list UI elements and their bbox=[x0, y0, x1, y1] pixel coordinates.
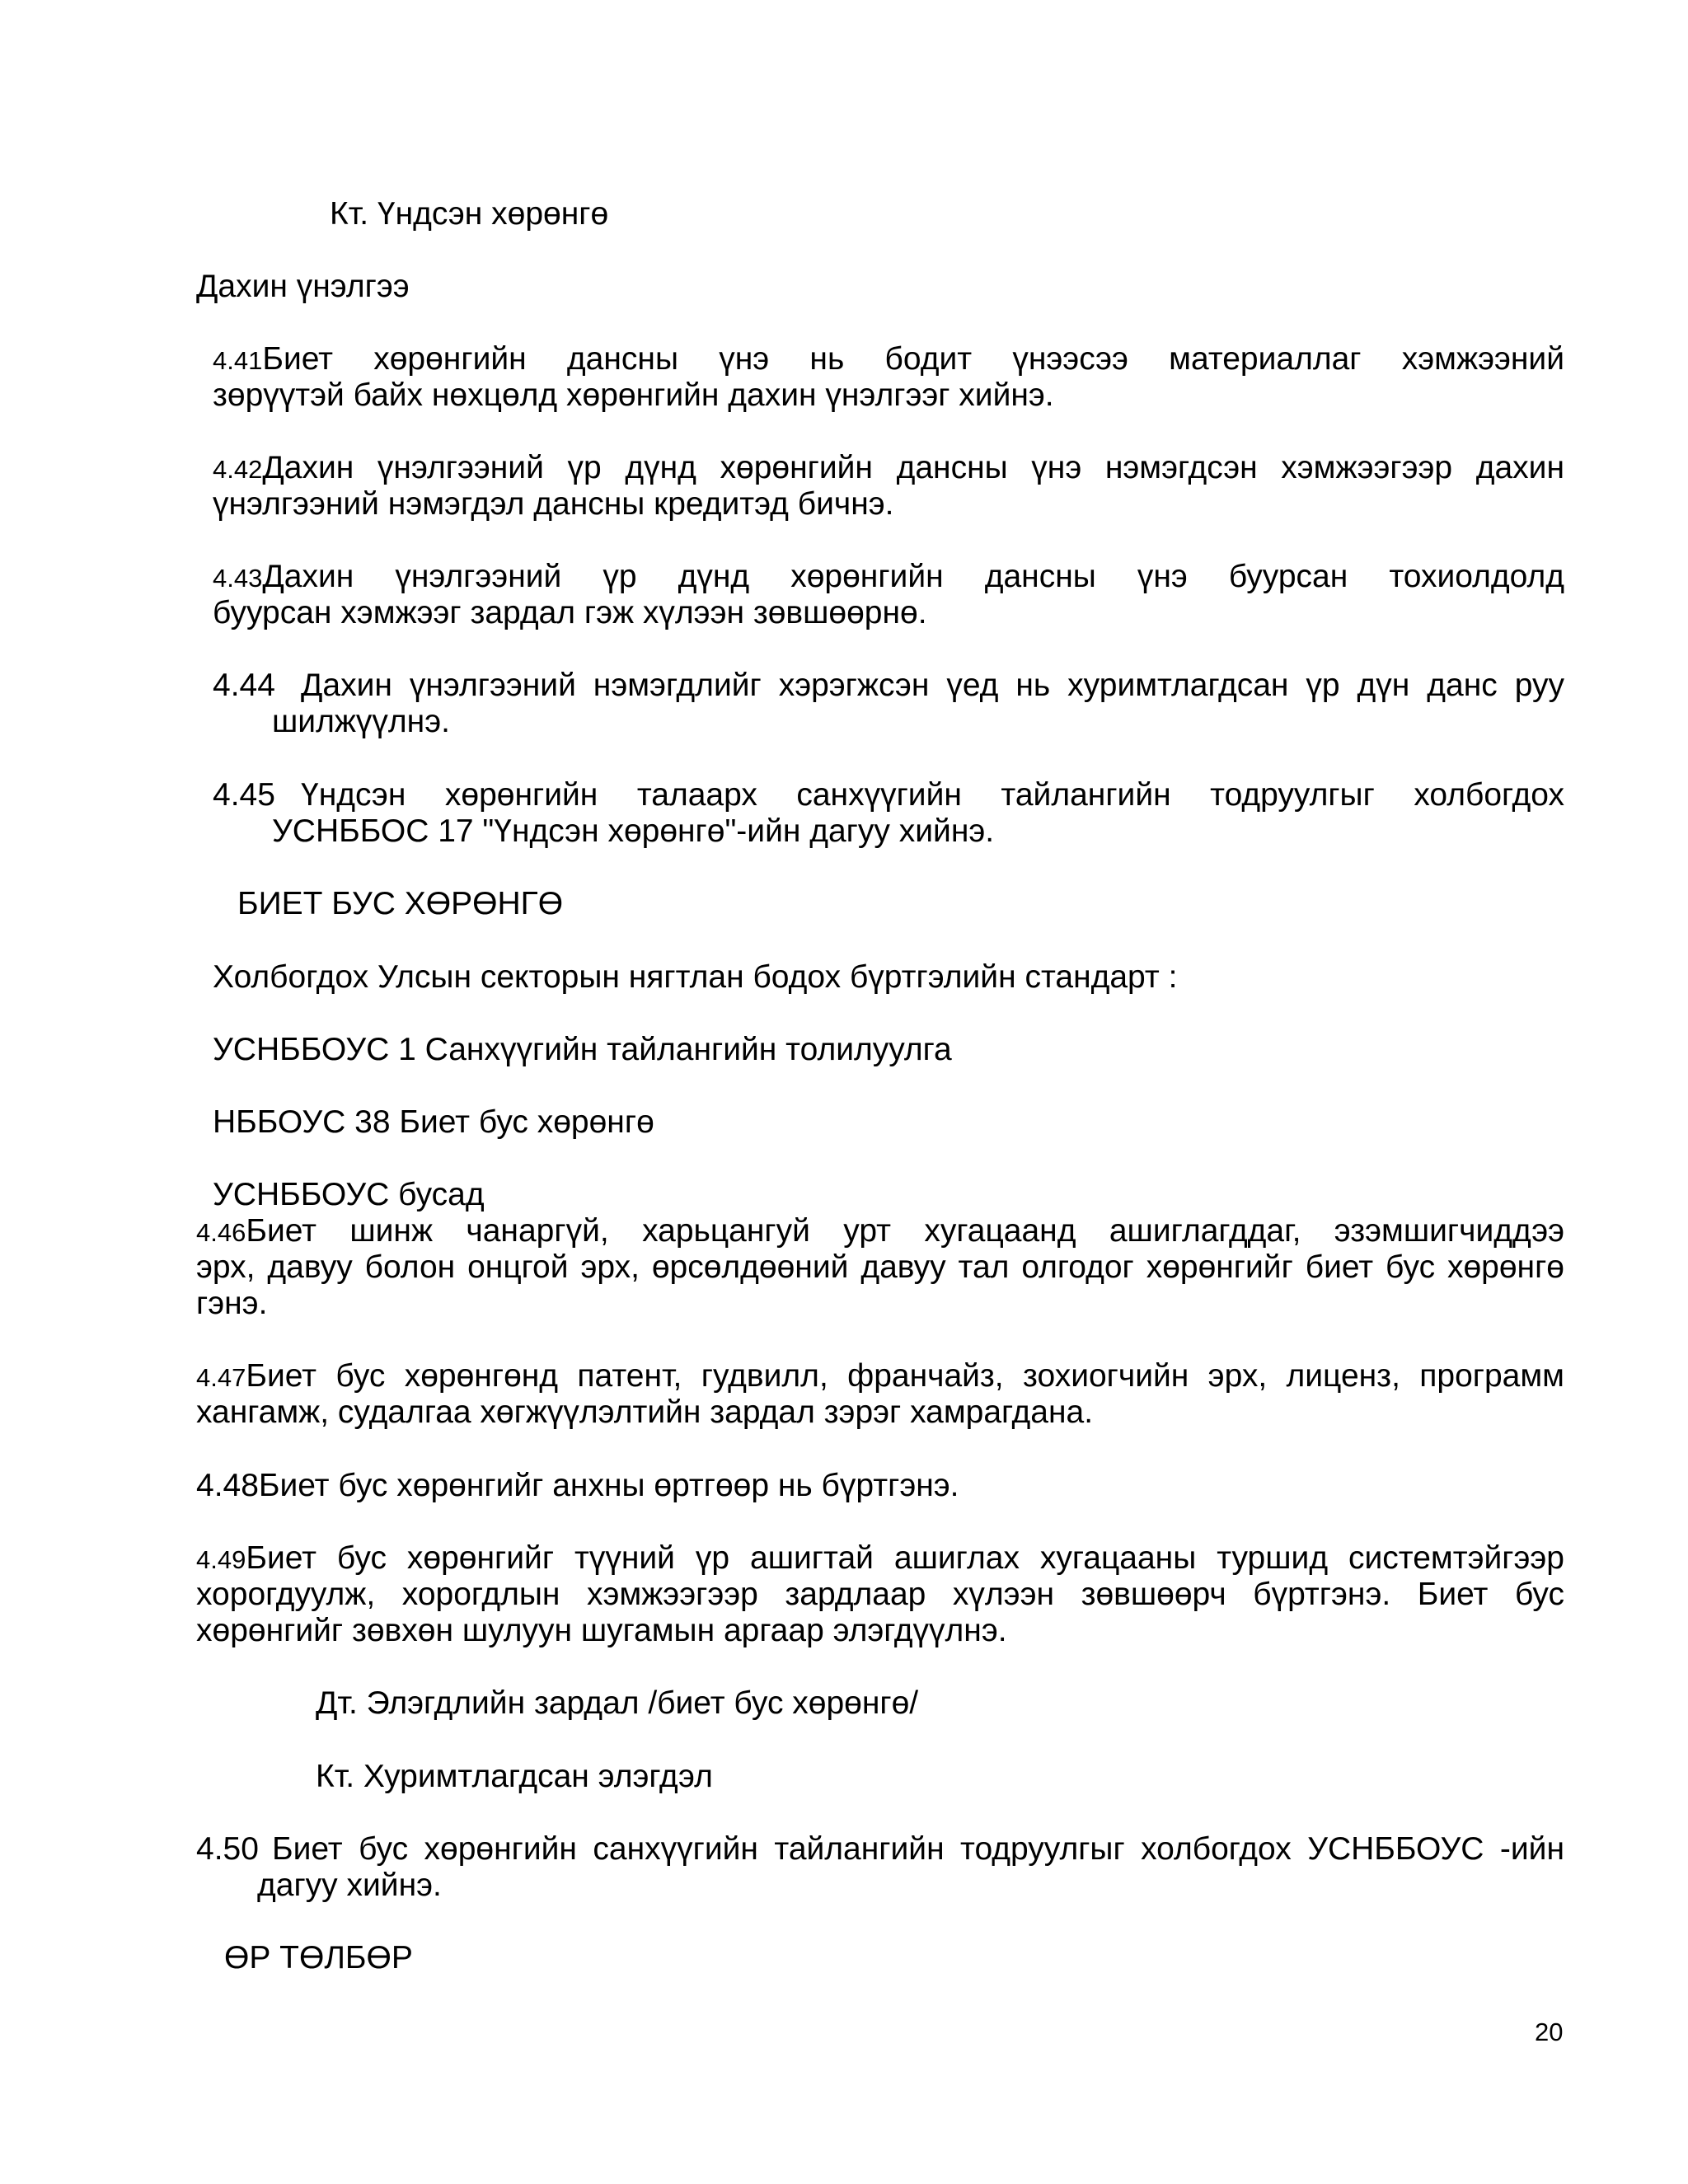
paragraph-4-47-cont: хангамж, судалгаа хөгжүүлэлтийн зардал зэрэг хамрагдана. bbox=[196, 1394, 1094, 1430]
paragraph-4-43-cont: буурсан хэмжээг зардал гэж хүлээн зөвшөөрнө. bbox=[213, 595, 927, 630]
paragraph-number: 4.48 bbox=[196, 1468, 259, 1503]
heading-liabilities: ӨР ТӨЛБӨР bbox=[224, 1940, 413, 1975]
entry-kt-accumulated: Кт. Хуримтлагдсан элэгдэл bbox=[316, 1759, 713, 1794]
paragraph-4-50-cont: дагуу хийнэ. bbox=[257, 1868, 442, 1903]
standard-item: УСНББОУС бусад bbox=[213, 1177, 485, 1212]
paragraph-4-42-cont: үнэлгээний нэмэгдэл дансны кредитэд бичнэ. bbox=[213, 486, 894, 522]
paragraph-4-42: 4.42Дахин үнэлгээний үр дүнд хөрөнгийн дансны үнэ нэмэгдсэн хэмжээгээр дахин bbox=[213, 450, 1564, 485]
paragraph-4-50: 4.50 Биет бус хөрөнгийн санхүүгийн тайлангийн тодруулгыг холбогдох УСНББОУС -ийн bbox=[196, 1831, 1564, 1867]
paragraph-4-45: 4.45 Үндсэн хөрөнгийн талаарх санхүүгийн тайлангийн тодруулгыг холбогдох bbox=[213, 777, 1564, 813]
paragraph-number: 4.42 bbox=[213, 455, 263, 484]
entry-dt-amortization: Дт. Элэгдлийн зардал /биет бус хөрөнгө/ bbox=[316, 1685, 919, 1721]
heading-intangible-assets: БИЕТ БУС ХӨРӨНГӨ bbox=[237, 886, 564, 921]
paragraph-4-44: 4.44 Дахин үнэлгээний нэмэгдлийг хэрэгжсэн үед нь хуримтлагдсан үр дүн данс руу bbox=[213, 668, 1564, 703]
paragraph-4-49: 4.49Биет бус хөрөнгийг түүний үр ашигтай ашиглах хугацааны туршид системтэйгээр bbox=[196, 1540, 1564, 1576]
paragraph-4-43: 4.43Дахин үнэлгээний үр дүнд хөрөнгийн дансны үнэ буурсан тохиолдолд bbox=[213, 559, 1564, 594]
paragraph-4-49-end: хөрөнгийг зөвхөн шулуун шугамын аргаар элэгдүүлнэ. bbox=[196, 1613, 1007, 1648]
paragraph-4-49-cont: хорогдуулж, хорогдлын хэмжээгээр зардлаар хүлээн зөвшөөрч бүртгэнэ. Биет бус bbox=[196, 1577, 1564, 1612]
heading-revaluation: Дахин үнэлгээ bbox=[196, 269, 410, 304]
standards-intro: Холбогдох Улсын секторын нягтлан бодох бүртгэлийн стандарт : bbox=[213, 959, 1178, 995]
entry-kt-fixed-assets: Кт. Үндсэн хөрөнгө bbox=[330, 196, 609, 232]
paragraph-4-46-end: гэнэ. bbox=[196, 1286, 268, 1321]
paragraph-4-41-cont: зөрүүтэй байх нөхцөлд хөрөнгийн дахин үнэлгээг хийнэ. bbox=[213, 377, 1054, 413]
paragraph-number: 4.49 bbox=[196, 1545, 246, 1574]
paragraph-number: 4.44 bbox=[213, 668, 275, 703]
paragraph-4-48: 4.48Биет бус хөрөнгийг анхны өртгөөр нь бүртгэнэ. bbox=[196, 1468, 959, 1503]
paragraph-4-47: 4.47Биет бус хөрөнгөнд патент, гудвилл, франчайз, зохиогчийн эрх, лиценз, программ bbox=[196, 1358, 1564, 1394]
paragraph-number: 4.41 bbox=[213, 346, 263, 375]
standard-item: УСНББОУС 1 Санхүүгийн тайлангийн толилуулга bbox=[213, 1032, 952, 1067]
paragraph-4-45-cont: УСНББОС 17 "Үндсэн хөрөнгө"-ийн дагуу хийнэ. bbox=[272, 813, 995, 849]
paragraph-4-41: 4.41Биет хөрөнгийн дансны үнэ нь бодит үнээсээ материаллаг хэмжээний bbox=[213, 341, 1564, 377]
paragraph-number: 4.46 bbox=[196, 1218, 246, 1247]
paragraph-4-46-cont: эрх, давуу болон онцгой эрх, өрсөлдөөний давуу тал олгодог хөрөнгийг биет бус хөрөнгө bbox=[196, 1249, 1564, 1285]
paragraph-number: 4.50 bbox=[196, 1831, 259, 1867]
paragraph-4-44-cont: шилжүүлнэ. bbox=[272, 704, 450, 739]
paragraph-number: 4.43 bbox=[213, 564, 263, 593]
paragraph-4-46: 4.46Биет шинж чанаргүй, харьцангуй урт хугацаанд ашиглагддаг, эзэмшигчиддээ bbox=[196, 1213, 1564, 1249]
paragraph-number: 4.45 bbox=[213, 777, 275, 813]
standard-item: НББОУС 38 Биет бус хөрөнгө bbox=[213, 1104, 654, 1140]
paragraph-number: 4.47 bbox=[196, 1363, 246, 1392]
page-number: 20 bbox=[1535, 2018, 1564, 2046]
